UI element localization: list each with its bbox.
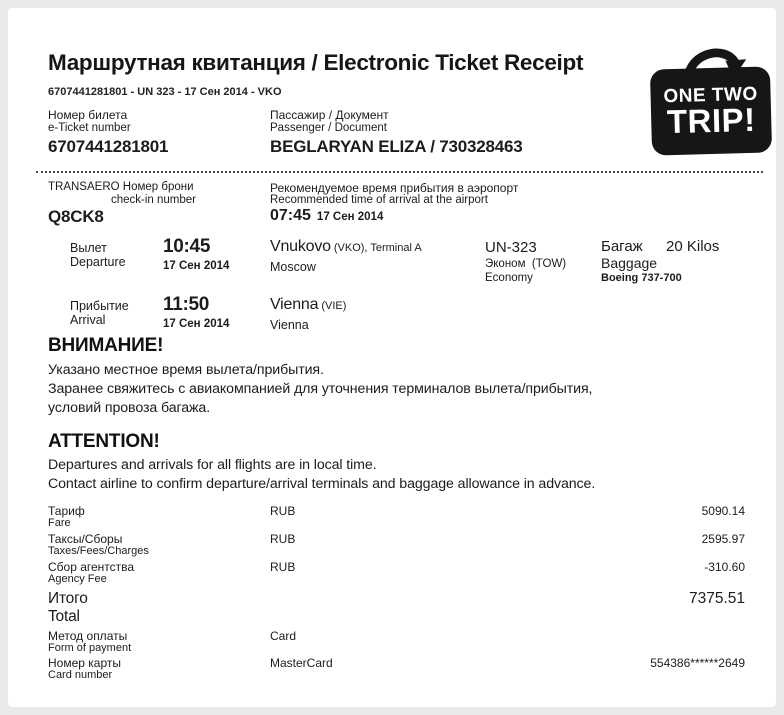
arrival-city: Vienna [270, 318, 309, 332]
onetwotrip-logo [651, 42, 771, 154]
airline-name: TRANSAERO [48, 181, 120, 193]
card-number: 554386******2649 [650, 656, 745, 670]
fare-label-en: Agency Fee [48, 573, 107, 585]
card-type: MasterCard [270, 656, 333, 670]
arrival-label-ru: Прибытие [70, 299, 129, 313]
flight-number: UN-323 [485, 239, 537, 256]
fare-currency: RUB [270, 532, 296, 546]
notice-ru-line: Заранее свяжитесь с авиакомпанией для уточнения терминалов вылета/прибытия, [48, 381, 593, 397]
checkin-label-ru [48, 181, 194, 193]
fare-amount: -310.60 [704, 560, 745, 574]
arrival-label-en: Arrival [70, 313, 106, 327]
airport-arrival-label-en: Recommended time of arrival at the airport [270, 194, 488, 206]
card-label-en: Card number [48, 669, 113, 681]
airport-arrival-label-ru: Рекомендуемое время прибытия в аэропорт [270, 181, 519, 195]
total-label-ru: Итого [48, 590, 88, 607]
departure-label-en: Departure [70, 255, 126, 269]
arrival-airport-detail: (VIE) [321, 300, 347, 312]
baggage-label-en: Baggage [601, 255, 658, 271]
logo-text-trip: TRIP! [666, 100, 757, 140]
departure-date: 17 Сен 2014 [163, 260, 230, 272]
arrival-time: 11:50 [163, 294, 210, 315]
airport-arrival-time [270, 207, 383, 225]
receipt-page [8, 8, 776, 707]
arrival-airport [270, 296, 346, 314]
booking-code: Q8CK8 [48, 207, 104, 226]
passenger-name: BEGLARYAN ELIZA / 730328463 [270, 137, 523, 156]
departure-label-ru: Вылет [70, 241, 107, 255]
fare-currency: RUB [270, 504, 296, 518]
eticket-label-ru: Номер билета [48, 108, 128, 122]
fare-label-ru: Сбор агентства [48, 560, 135, 574]
departure-time: 10:45 [163, 236, 211, 257]
arrival-time-date: 17 Сен 2014 [316, 211, 384, 223]
eticket-number: 6707441281801 [48, 137, 169, 156]
departure-airport-detail: (VKO), Terminal A [333, 242, 422, 254]
fare-label-en: Taxes/Fees/Charges [48, 545, 149, 557]
arrival-date: 17 Сен 2014 [163, 318, 230, 330]
fare-currency: RUB [270, 560, 296, 574]
dotted-divider [36, 171, 763, 173]
aircraft-type: Boeing 737-700 [601, 272, 682, 284]
departure-city: Moscow [270, 260, 316, 274]
fare-label-en: Fare [48, 517, 71, 529]
baggage-allowance: 20 Kilos [666, 238, 720, 255]
cabin-class-en: Economy [485, 272, 533, 284]
departure-airport-name: Vnukovo [270, 238, 331, 255]
fare-label-ru: Тариф [48, 504, 85, 518]
notice-en-line: Contact airline to confirm departure/arrival terminals and baggage allowance in advance. [48, 476, 596, 492]
notice-ru-line: условий провоза багажа. [48, 400, 211, 416]
page-title: Маршрутная квитанция / Electronic Ticket Receipt [48, 50, 584, 75]
notice-en-heading: ATTENTION! [48, 431, 160, 452]
notice-ru-heading: ВНИМАНИЕ! [48, 335, 164, 356]
ticket-summary-line: 6707441281801 - UN 323 - 17 Сен 2014 - VKO [48, 86, 282, 98]
departure-airport [270, 238, 422, 256]
card-label-ru: Номер карты [48, 656, 121, 670]
arrival-airport-name: Vienna [270, 296, 319, 313]
passenger-label-en: Passenger / Document [270, 122, 387, 134]
payment-method: Card [270, 629, 297, 643]
total-label-en: Total [48, 608, 80, 625]
payment-label-en: Form of payment [48, 642, 132, 654]
fare-amount: 5090.14 [701, 504, 745, 518]
notice-en-line: Departures and arrivals for all flights are in local time. [48, 457, 377, 473]
notice-ru-line: Указано местное время вылета/прибытия. [48, 362, 324, 378]
logo-box [650, 66, 772, 155]
fare-label-ru: Таксы/Сборы [48, 532, 123, 546]
arrival-time-value: 07:45 [270, 207, 311, 224]
fare-amount: 2595.97 [701, 532, 745, 546]
checkin-label-en: check-in number [111, 194, 197, 206]
passenger-label-ru: Пассажир / Документ [270, 108, 389, 122]
booking-label-ru: Номер брони [122, 181, 194, 193]
baggage-label-ru: Багаж [601, 238, 643, 255]
eticket-label-en: e-Ticket number [48, 122, 131, 134]
logo-text-one-two: ONE TWO [663, 83, 758, 108]
total-amount: 7375.51 [688, 590, 745, 607]
payment-label-ru: Метод оплаты [48, 629, 128, 643]
cabin-class-ru: Эконом (TOW) [485, 258, 567, 270]
